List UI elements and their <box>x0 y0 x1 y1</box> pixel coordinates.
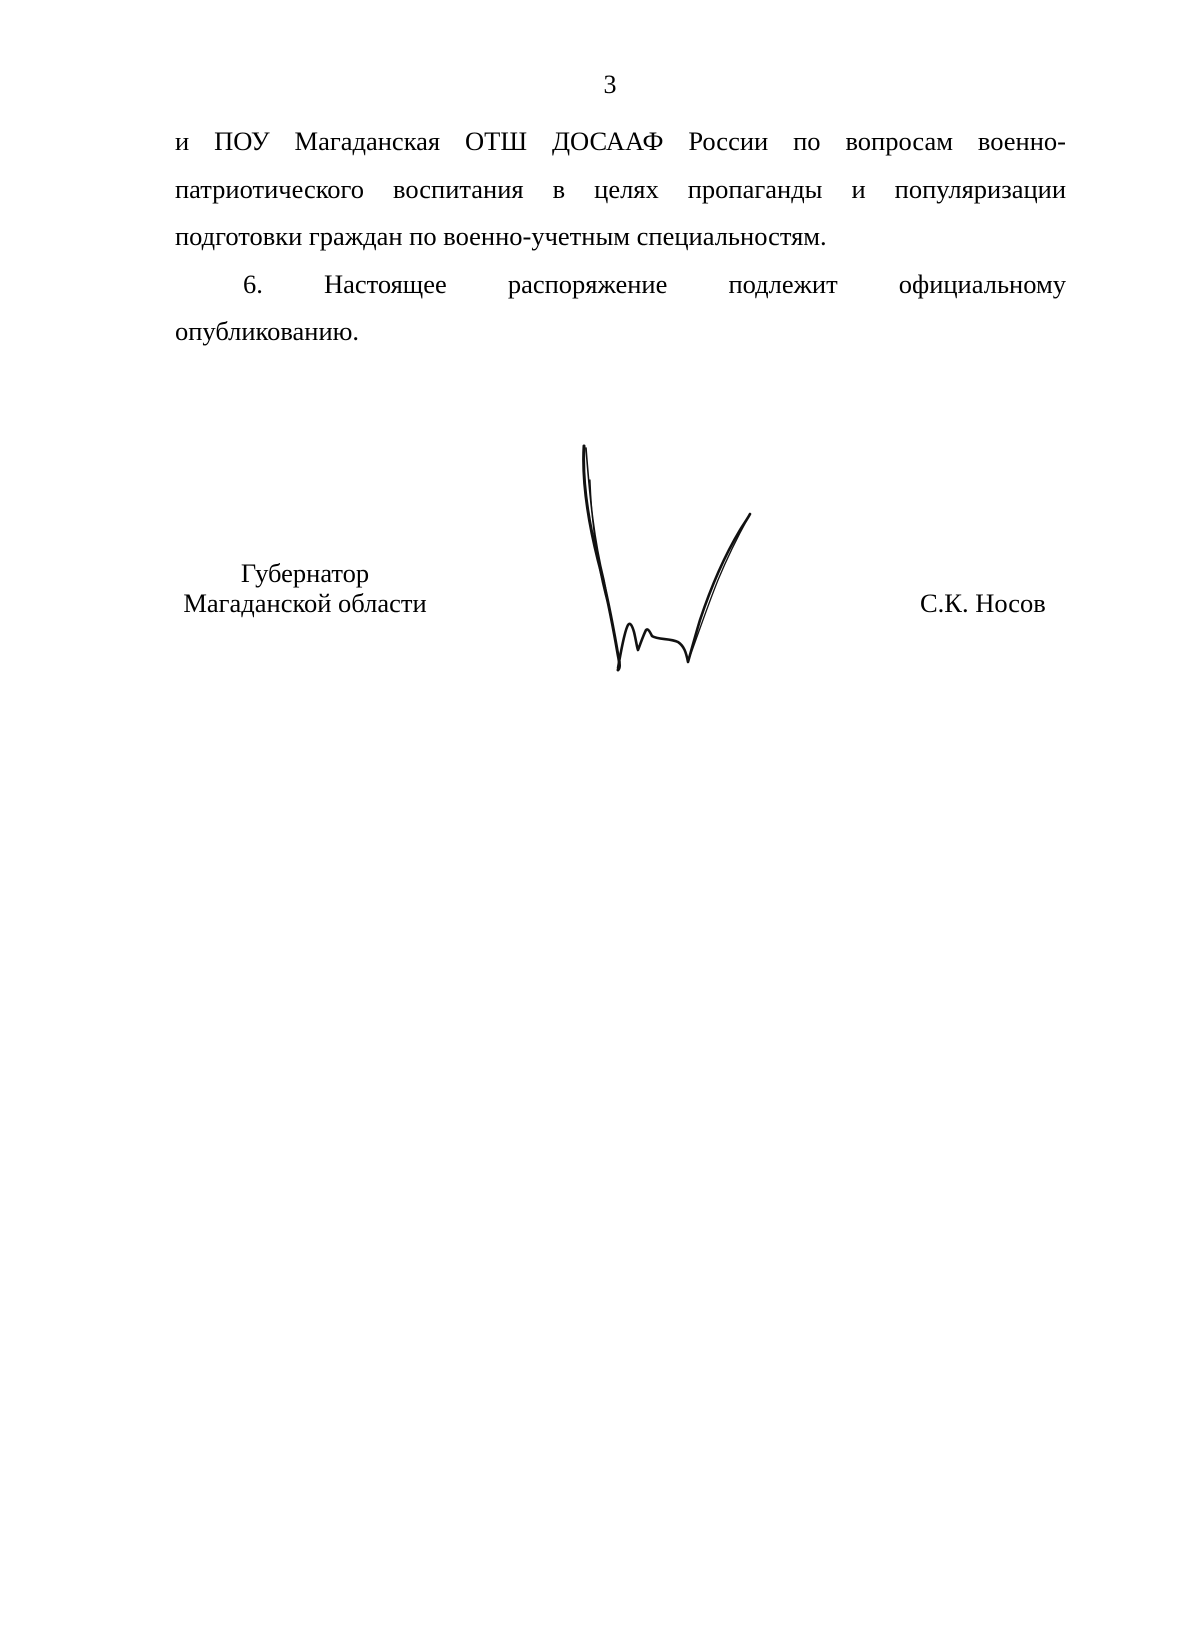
document-body <box>175 118 1066 356</box>
signatory-position-line-1: Губернатор <box>240 558 370 588</box>
paragraph-5-line-1: и ПОУ Магаданская ОТШ ДОСААФ России по вопросам военно- <box>175 126 1066 156</box>
paragraph-5-line-2: патриотического воспитания в целях пропаганды и популяризации <box>175 173 1066 204</box>
page-number: 3 <box>603 70 617 99</box>
paragraph-6 <box>175 261 1066 356</box>
paragraph-6-line-1: 6. Настоящее распоряжение подлежит официальному <box>243 268 1066 299</box>
handwritten-signature-icon <box>570 440 790 690</box>
paragraph-5-continuation <box>175 118 1066 261</box>
signatory-name: С.К. Носов <box>920 588 1046 618</box>
signatory-position-line-2: Магаданской области <box>183 588 427 618</box>
paragraph-5-line-3: подготовки граждан по военно-учетным специальностям. <box>175 221 827 251</box>
paragraph-6-line-2: опубликованию. <box>175 316 360 346</box>
signatory-position <box>175 558 435 618</box>
